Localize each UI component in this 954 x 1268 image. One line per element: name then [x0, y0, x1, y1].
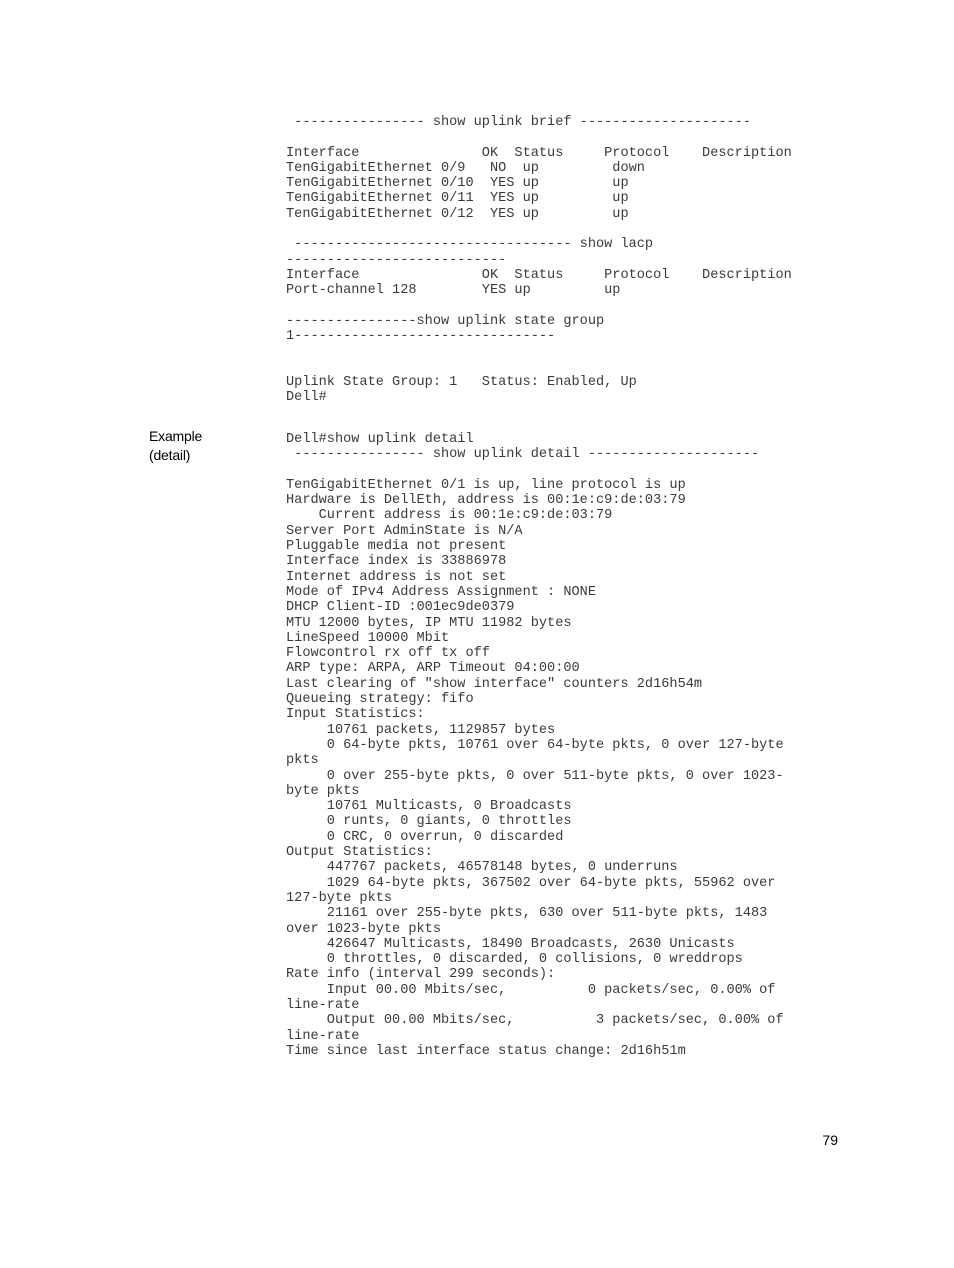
code-block-uplink-detail: Dell#show uplink detail ---------------- show uplink detail --------------------- TenGigabitEthernet 0/1 is up, line protocol is up Hardware is DellEth, address is 00:1e:c9:de:03:79 Current address is 00:1e:c9:de:03:79 Server Port AdminState is N/A Pluggable media not present Interface index is 33886978 Internet address is not set Mode of IPv4 Address Assignment : NONE DHCP Client-ID :001ec9de0379 MTU 12000 bytes, IP MTU 11982 bytes LineSpeed 10000 Mbit Flowcontrol rx off tx off ARP type: ARPA, ARP Timeout 04:00:00 Last clearing of "show interface" counters 2d16h54m Queueing strategy: fifo Input Statistics: 10761 packets, 1129857 bytes 0 64-byte pkts, 10761 over 64-byte pkts, 0 over 127-byte pkts 0 over 255-byte pkts, 0 over 511-byte pkts, 0 over 1023- byte pkts 10761 Multicasts, 0 Broadcasts 0 runts, 0 giants, 0 throttles 0 CRC, 0 overrun, 0 discarded Output Statistics: 447767 packets, 46578148 bytes, 0 underruns 1029 64-byte pkts, 367502 over 64-byte pkts, 55962 over 127-byte pkts 21161 over 255-byte pkts, 630 over 511-byte pkts, 1483 over 1023-byte pkts 426647 Multicasts, 18490 Broadcasts, 2630 Unicasts 0 throttles, 0 discarded, 0 collisions, 0 wreddrops Rate info (interval 299 seconds): Input 00.00 Mbits/sec, 0 packets/sec, 0.00% of line-rate Output 00.00 Mbits/sec, 3 packets/sec, 0.00% of line-rate Time since last interface status change: 2d16h51m [286, 432, 784, 1059]
code-block-uplink-brief: ---------------- show uplink brief --------------------- Interface OK Status Protocol Description TenGigabitEthernet 0/9 NO up down TenGigabitEthernet 0/10 YES up up TenGigabitEthernet 0/11 YES up up TenGigabitEthernet 0/12 YES up up ---------------------------------- show lacp --------------------------- Interface OK Status Protocol Description Port-channel 128 YES up up ----------------show uplink state group 1-------------------------------- Uplink State Group: 1 Status: Enabled, Up Dell# [286, 115, 792, 406]
example-detail-label [149, 427, 202, 465]
example-label-line1: Example [149, 428, 203, 444]
example-label-line2: (detail) [149, 447, 191, 463]
page-number: 79 [822, 1132, 838, 1148]
